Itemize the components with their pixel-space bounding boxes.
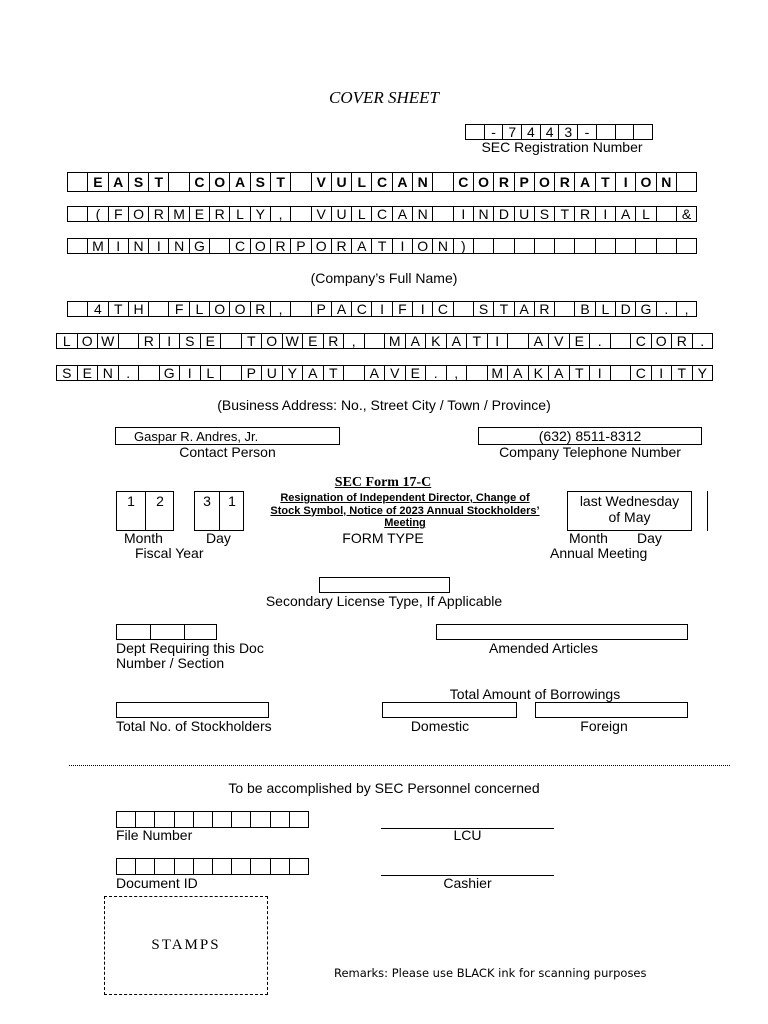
amended-articles-field[interactable] [436, 624, 688, 640]
grid-cell: C [190, 172, 210, 192]
grid-cell: T [596, 172, 616, 192]
grid-cell [194, 811, 213, 828]
grid-cell: G [190, 238, 210, 254]
grid-cell: T [555, 206, 575, 222]
fiscal-month-box[interactable] [116, 491, 174, 531]
foreign-label: Foreign [580, 718, 628, 734]
grid-cell: 4 [541, 124, 560, 140]
grid-cell: P [291, 238, 311, 254]
grid-cell: I [372, 301, 392, 317]
grid-cell: I [616, 172, 636, 192]
fiscal-day-box[interactable] [194, 491, 244, 531]
grid-cell: I [596, 206, 616, 222]
grid-cell: I [590, 365, 611, 381]
grid-cell [117, 811, 136, 828]
grid-cell [232, 858, 251, 875]
grid-cell: E [303, 333, 324, 349]
grid-cell: - [578, 124, 597, 140]
grid-cell [611, 333, 632, 349]
grid-cell [232, 811, 251, 828]
company-name-row [67, 172, 697, 192]
grid-cell [271, 858, 290, 875]
grid-cell: , [447, 365, 468, 381]
grid-cell [616, 124, 635, 140]
fiscal-month-label: Month [124, 530, 163, 546]
grid-cell: L [201, 365, 222, 381]
grid-cell: T [271, 172, 291, 192]
grid-cell [169, 172, 189, 192]
stamps-label: STAMPS [151, 937, 221, 953]
cashier-label: Cashier [443, 875, 492, 891]
grid-cell [344, 365, 365, 381]
grid-cell: A [393, 172, 413, 192]
grid-cell: N [433, 238, 453, 254]
grid-cell: , [271, 206, 291, 222]
grid-cell: I [180, 365, 201, 381]
grid-cell: U [332, 172, 352, 192]
grid-cell: L [230, 206, 250, 222]
grid-cell [68, 301, 88, 317]
grid-cell [136, 811, 155, 828]
grid-cell: S [129, 172, 149, 192]
grid-cell: E [406, 365, 427, 381]
grid-cell: K [426, 333, 447, 349]
grid-cell: B [575, 301, 595, 317]
dept-field[interactable] [116, 624, 217, 640]
grid-cell: C [433, 301, 453, 317]
grid-cell: A [447, 333, 468, 349]
grid-cell [611, 365, 632, 381]
grid-cell: S [251, 172, 271, 192]
grid-cell: O [636, 172, 656, 192]
grid-cell: R [139, 333, 160, 349]
company-name-row [67, 206, 697, 222]
grid-cell [155, 811, 174, 828]
business-address-row [56, 365, 713, 381]
annual-meeting-box[interactable] [567, 491, 692, 531]
stockholders-field[interactable] [116, 702, 269, 718]
grid-cell: R [332, 238, 352, 254]
grid-cell: A [515, 301, 535, 317]
annual-meeting-edge [707, 491, 708, 531]
grid-cell [251, 858, 270, 875]
grid-cell: T [324, 365, 345, 381]
form-type-value: Resignation of Independent Director, Change of Stock Symbol, Notice of 2023 Annual Stockholders’ Meeting [270, 492, 540, 529]
grid-cell [677, 172, 697, 192]
grid-cell: O [262, 333, 283, 349]
grid-cell: D [616, 301, 636, 317]
contact-person-value: Gaspar R. Andres, Jr. [134, 428, 259, 444]
domestic-label: Domestic [410, 718, 470, 734]
grid-cell: I [454, 206, 474, 222]
business-address-row [56, 333, 713, 349]
borrowings-label: Total Amount of Borrowings [449, 686, 621, 702]
grid-cell [68, 206, 88, 222]
company-name-label: (Company’s Full Name) [310, 270, 458, 286]
grid-cell [119, 333, 140, 349]
stockholders-label: Total No. of Stockholders [116, 718, 272, 734]
grid-cell: U [262, 365, 283, 381]
grid-cell: L [190, 301, 210, 317]
grid-cell [149, 301, 169, 317]
grid-cell: O [312, 238, 332, 254]
grid-cell: T [149, 172, 169, 192]
grid-cell: , [677, 301, 697, 317]
document-id-label: Document ID [116, 875, 198, 891]
grid-cell [221, 333, 242, 349]
grid-cell [210, 238, 230, 254]
grid-cell [433, 172, 453, 192]
grid-cell: T [570, 365, 591, 381]
grid-cell: E [88, 172, 108, 192]
grid-cell: O [652, 333, 673, 349]
grid-cell: I [149, 238, 169, 254]
grid-cell: 7 [503, 124, 522, 140]
grid-cell: . [657, 301, 677, 317]
grid-cell [467, 365, 488, 381]
grid-cell: R [251, 301, 271, 317]
grid-cell: E [570, 333, 591, 349]
company-name-row [67, 238, 697, 254]
dept-label: Dept Requiring this Doc [116, 640, 264, 656]
grid-cell: ) [454, 238, 474, 254]
grid-cell [657, 206, 677, 222]
grid-cell: N [129, 238, 149, 254]
grid-cell [454, 301, 474, 317]
grid-cell: K [529, 365, 550, 381]
secondary-license-field[interactable] [319, 577, 450, 593]
grid-cell: O [413, 238, 433, 254]
grid-cell: R [271, 238, 291, 254]
grid-cell: N [657, 172, 677, 192]
grid-cell: I [109, 238, 129, 254]
lcu-label: LCU [453, 827, 482, 843]
grid-cell [616, 238, 636, 254]
grid-cell: F [169, 301, 189, 317]
domestic-field[interactable] [382, 702, 517, 718]
grid-cell [271, 811, 290, 828]
grid-cell [596, 238, 616, 254]
remarks: Remarks: Please use BLACK ink for scanning purposes [334, 966, 647, 980]
grid-cell: M [88, 238, 108, 254]
grid-cell: N [413, 206, 433, 222]
grid-cell: T [467, 333, 488, 349]
grid-cell: F [109, 206, 129, 222]
grid-cell: W [98, 333, 119, 349]
stamps-box [104, 896, 268, 995]
grid-cell: R [535, 301, 555, 317]
grid-cell: E [190, 206, 210, 222]
grid-cell: V [312, 206, 332, 222]
grid-cell: S [535, 206, 555, 222]
grid-cell [508, 333, 529, 349]
secondary-license-label: Secondary License Type, If Applicable [265, 593, 503, 609]
grid-cell: T [372, 238, 392, 254]
grid-cell: N [98, 365, 119, 381]
grid-cell: C [372, 206, 392, 222]
grid-cell [555, 301, 575, 317]
grid-cell: O [535, 172, 555, 192]
grid-cell: A [575, 172, 595, 192]
grid-cell: H [129, 301, 149, 317]
file-number-grid[interactable] [116, 811, 309, 828]
grid-cell [68, 238, 88, 254]
grid-cell: W [283, 333, 304, 349]
grid-cell: S [474, 301, 494, 317]
grid-cell: A [616, 206, 636, 222]
grid-cell: F [393, 301, 413, 317]
grid-cell: A [109, 172, 129, 192]
grid-cell: ( [88, 206, 108, 222]
dept-divider [150, 625, 151, 639]
sec-personnel-heading: To be accomplished by SEC Personnel concerned [228, 780, 540, 796]
grid-cell: R [494, 172, 514, 192]
file-number-label: File Number [116, 827, 193, 843]
grid-cell: L [596, 301, 616, 317]
annual-month-label: Month [569, 530, 608, 546]
grid-cell: . [590, 333, 611, 349]
grid-cell [575, 238, 595, 254]
grid-cell: O [210, 301, 230, 317]
grid-cell: R [672, 333, 693, 349]
grid-cell: M [169, 206, 189, 222]
grid-cell: C [631, 333, 652, 349]
fiscal-month-digit: 2 [156, 493, 164, 509]
amended-articles-label: Amended Articles [489, 640, 598, 656]
fiscal-year-label: Fiscal Year [135, 545, 204, 561]
grid-cell: E [201, 333, 222, 349]
annual-meeting-label: Annual Meeting [550, 545, 648, 561]
grid-cell: O [129, 206, 149, 222]
grid-cell: E [78, 365, 99, 381]
grid-cell [117, 858, 136, 875]
grid-cell: C [352, 301, 372, 317]
grid-cell [290, 858, 309, 875]
grid-cell [291, 206, 311, 222]
contact-person-label: Contact Person [179, 444, 276, 460]
grid-cell: C [230, 238, 250, 254]
grid-cell [175, 811, 194, 828]
grid-cell: I [652, 365, 673, 381]
grid-cell [494, 238, 514, 254]
telephone-field[interactable] [478, 427, 702, 445]
grid-cell [291, 172, 311, 192]
grid-cell: , [344, 333, 365, 349]
grid-cell: R [210, 206, 230, 222]
grid-cell: O [251, 238, 271, 254]
grid-cell: R [149, 206, 169, 222]
grid-cell: Y [251, 206, 271, 222]
grid-cell [474, 238, 494, 254]
grid-cell [139, 365, 160, 381]
grid-cell [555, 238, 575, 254]
grid-cell: Y [283, 365, 304, 381]
grid-cell [636, 238, 656, 254]
grid-cell: , [271, 301, 291, 317]
grid-cell: C [454, 172, 474, 192]
grid-cell [597, 124, 616, 140]
business-address-label: (Business Address: No., Street City / Town / Province) [217, 397, 551, 413]
grid-cell [213, 858, 232, 875]
grid-cell: T [494, 301, 514, 317]
grid-cell: N [413, 172, 433, 192]
contact-person-field[interactable] [115, 427, 340, 445]
grid-cell: A [529, 333, 550, 349]
grid-cell: V [312, 172, 332, 192]
dept-divider [184, 625, 185, 639]
grid-cell [221, 365, 242, 381]
grid-cell: M [488, 365, 509, 381]
grid-cell [251, 811, 270, 828]
dept-label-section: Number / Section [116, 655, 225, 671]
grid-cell: U [515, 206, 535, 222]
grid-cell: V [385, 365, 406, 381]
document-id-grid[interactable] [116, 858, 309, 875]
grid-cell: R [575, 206, 595, 222]
page-title: COVER SHEET [328, 88, 440, 107]
grid-cell: P [515, 172, 535, 192]
grid-cell: R [324, 333, 345, 349]
grid-cell: U [332, 206, 352, 222]
fiscal-day-digit: 3 [203, 493, 211, 509]
grid-cell: G [160, 365, 181, 381]
grid-cell: M [385, 333, 406, 349]
grid-cell [291, 301, 311, 317]
grid-cell: - [485, 124, 504, 140]
grid-cell [290, 811, 309, 828]
grid-cell: T [672, 365, 693, 381]
grid-cell: P [312, 301, 332, 317]
grid-cell [657, 238, 677, 254]
grid-cell: A [332, 301, 352, 317]
grid-cell: T [109, 301, 129, 317]
annual-day-label: Day [637, 530, 662, 546]
grid-cell: A [230, 172, 250, 192]
section-separator [69, 765, 730, 766]
grid-cell [365, 333, 386, 349]
telephone-value: (632) 8511-8312 [538, 428, 642, 444]
grid-cell: 3 [559, 124, 578, 140]
grid-cell [213, 811, 232, 828]
grid-cell: . [119, 365, 140, 381]
grid-cell: D [494, 206, 514, 222]
grid-cell: S [57, 365, 78, 381]
grid-cell: C [631, 365, 652, 381]
grid-cell: . [693, 333, 714, 349]
grid-cell: O [230, 301, 250, 317]
grid-cell: I [393, 238, 413, 254]
grid-cell [68, 172, 88, 192]
grid-cell: I [413, 301, 433, 317]
grid-cell: 4 [522, 124, 541, 140]
grid-cell: L [352, 172, 372, 192]
form-title: SEC Form 17-C [334, 475, 432, 490]
grid-cell: T [242, 333, 263, 349]
grid-cell: N [474, 206, 494, 222]
grid-cell: C [372, 172, 392, 192]
grid-cell: O [78, 333, 99, 349]
grid-cell: A [406, 333, 427, 349]
grid-cell: A [365, 365, 386, 381]
grid-cell: N [169, 238, 189, 254]
business-address-row [67, 301, 697, 317]
grid-cell: & [677, 206, 697, 222]
grid-cell: P [242, 365, 263, 381]
fiscal-day-digit: 1 [228, 493, 236, 509]
grid-cell [175, 858, 194, 875]
telephone-label: Company Telephone Number [499, 444, 681, 460]
grid-cell: V [549, 333, 570, 349]
grid-cell [466, 124, 485, 140]
grid-cell: L [636, 206, 656, 222]
grid-cell: O [210, 172, 230, 192]
sec-registration-label: SEC Registration Number [481, 139, 643, 155]
grid-cell: 4 [88, 301, 108, 317]
grid-cell [634, 124, 653, 140]
grid-cell: . [426, 365, 447, 381]
foreign-field[interactable] [535, 702, 688, 718]
grid-cell: I [160, 333, 181, 349]
grid-cell [535, 238, 555, 254]
grid-cell: L [57, 333, 78, 349]
grid-cell [194, 858, 213, 875]
grid-cell [677, 238, 697, 254]
grid-cell [515, 238, 535, 254]
grid-cell: Y [693, 365, 714, 381]
grid-cell: A [549, 365, 570, 381]
grid-cell: R [555, 172, 575, 192]
grid-cell: A [352, 238, 372, 254]
grid-cell: S [180, 333, 201, 349]
grid-cell: L [352, 206, 372, 222]
grid-cell [136, 858, 155, 875]
grid-cell: A [393, 206, 413, 222]
grid-cell: A [508, 365, 529, 381]
grid-cell: G [636, 301, 656, 317]
fiscal-day-label: Day [206, 530, 231, 546]
form-type-label: FORM TYPE [342, 530, 424, 546]
grid-cell: A [303, 365, 324, 381]
fiscal-month-digit: 1 [127, 493, 135, 509]
grid-cell: I [488, 333, 509, 349]
grid-cell: O [474, 172, 494, 192]
sec-registration-grid [465, 124, 653, 140]
annual-meeting-value: last Wednesday of May [579, 493, 680, 525]
grid-cell [433, 206, 453, 222]
grid-cell [155, 858, 174, 875]
